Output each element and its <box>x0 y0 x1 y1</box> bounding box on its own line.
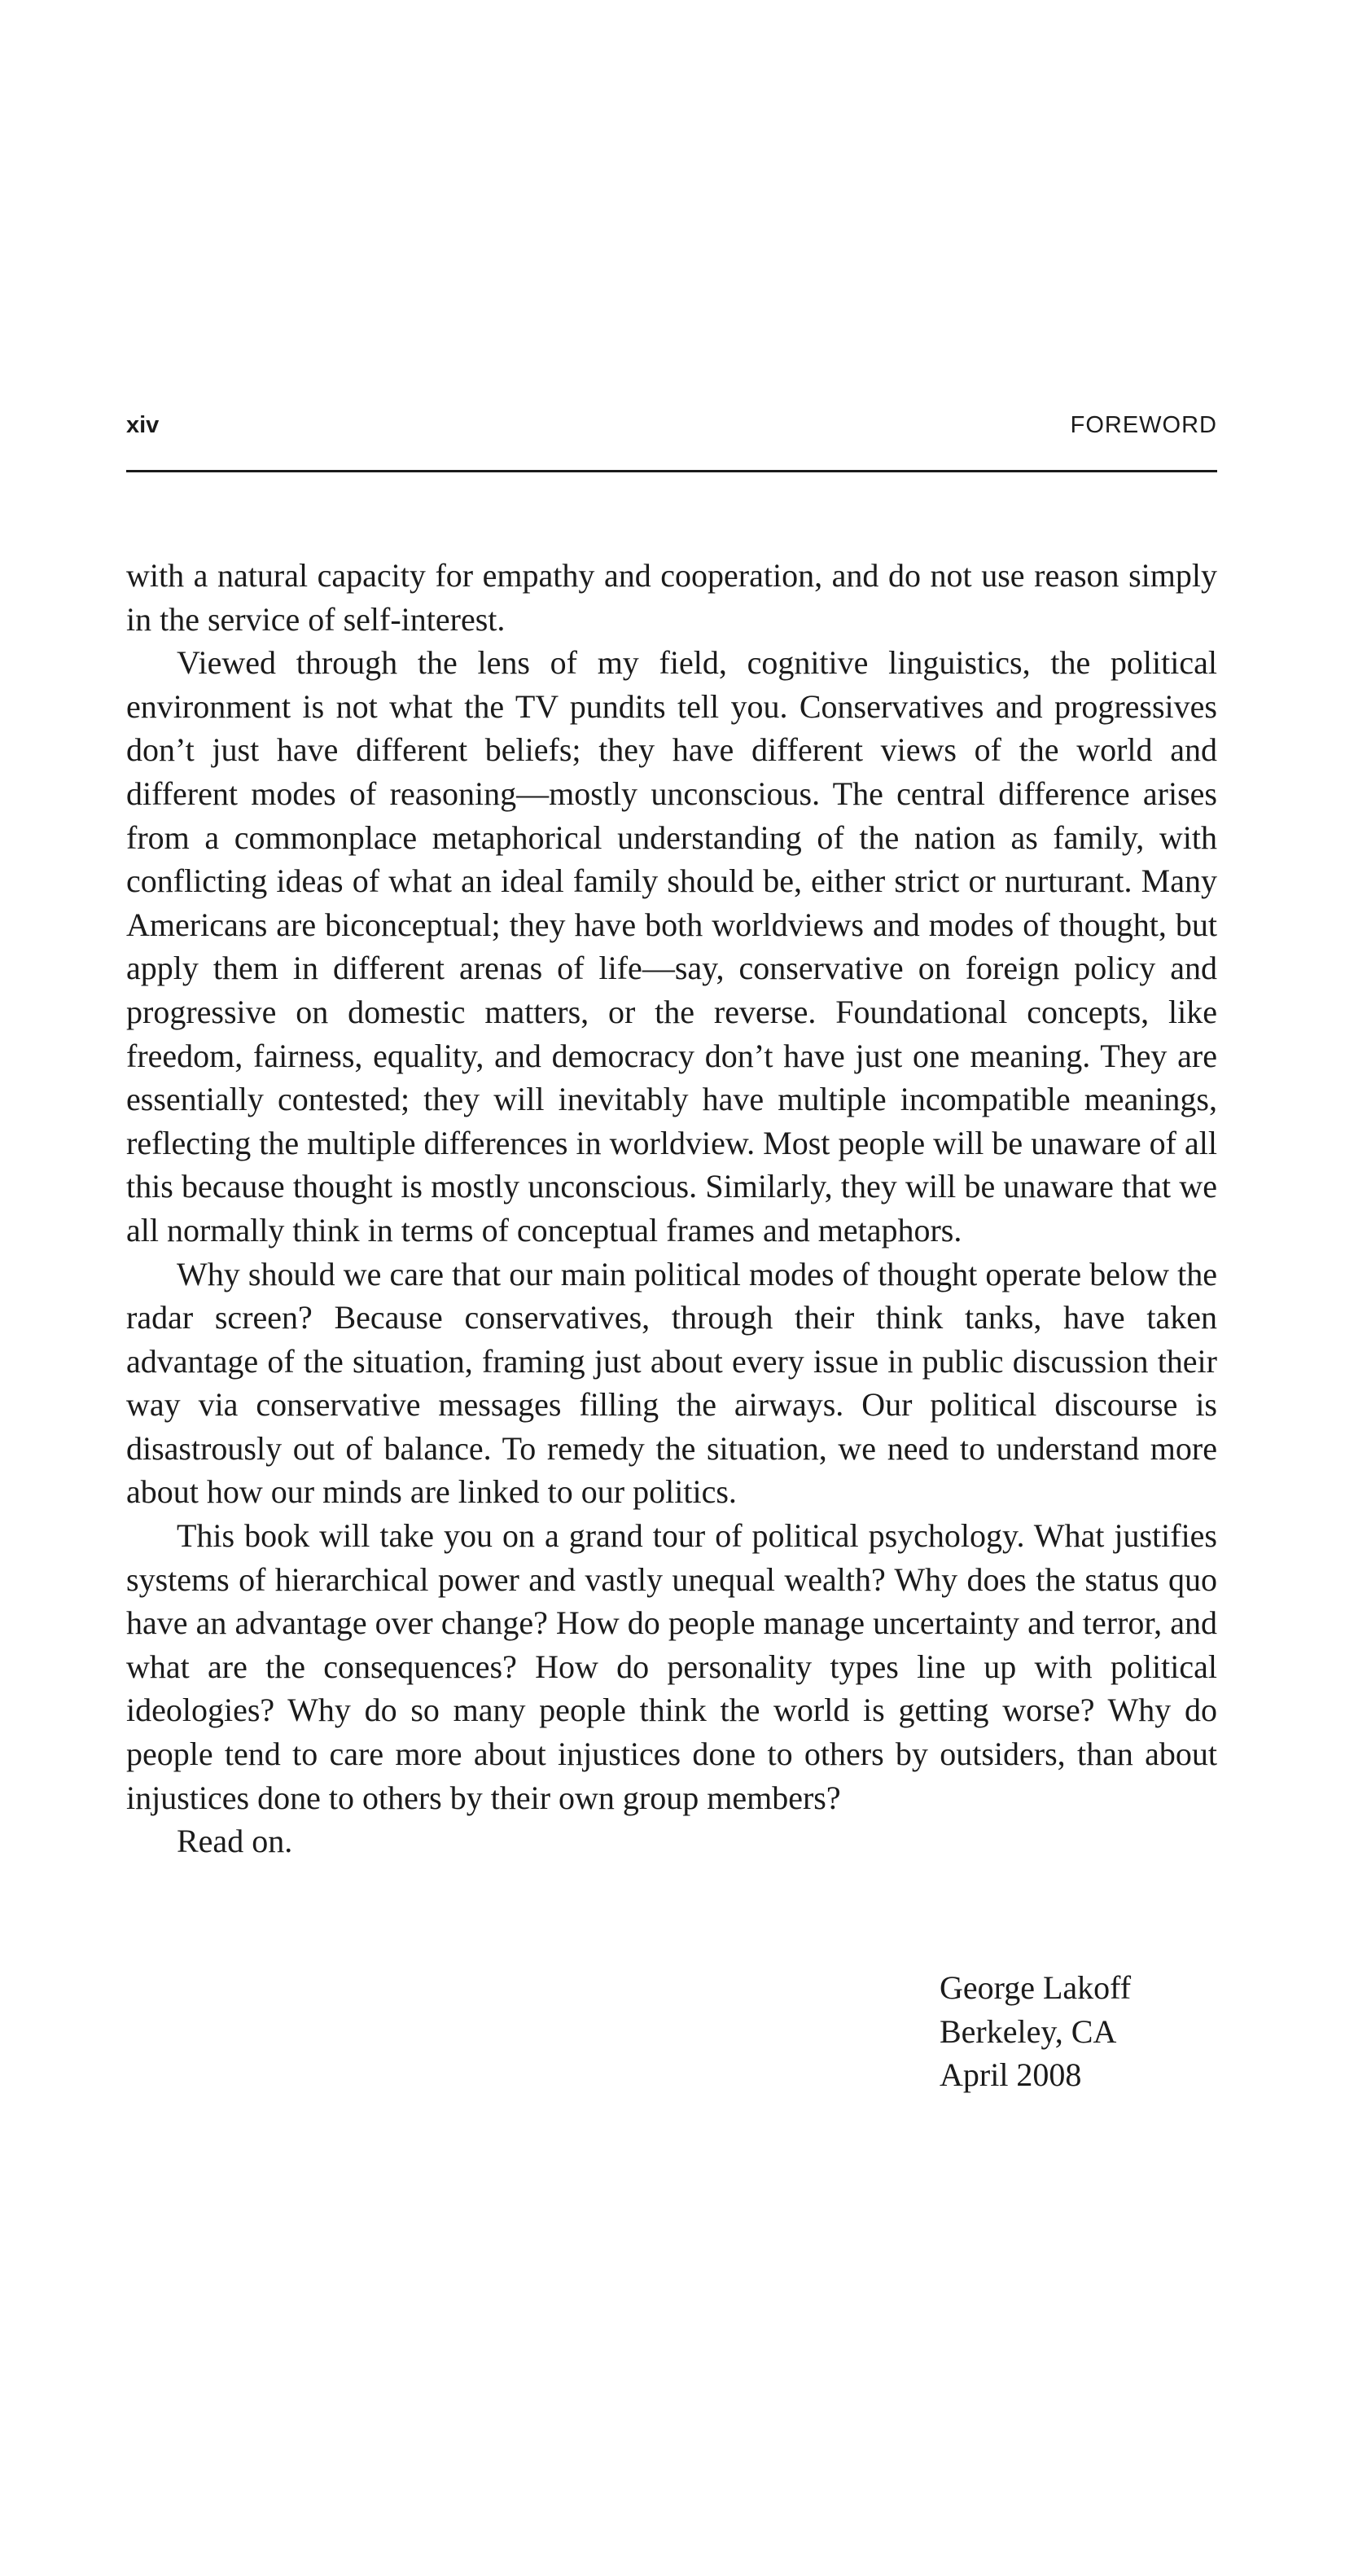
signature-block <box>940 1966 1131 2097</box>
author-name: George Lakoff <box>940 1969 1132 2006</box>
author-location: Berkeley, CA <box>940 2012 1117 2050</box>
paragraph-cognitive-linguistics: Viewed through the lens of my field, cognitive linguistics, the political environment is not what the TV pundits tell you. Conservatives and progressives don’t just have different beliefs; they have different views of the world and different modes of reasoning—mostly unconscious. The central difference arises from a commonplace metaphorical understanding of the nation as family, with conflicting ideas of what an ideal family should be, either strict or nurturant. Many Americans are biconceptual; they have both worldviews and modes of thought, but apply them in different arenas of life—say, conservative on foreign policy and progressive on domestic matters, or the reverse. Foundational concepts, like freedom, fairness, equality, and democracy don’t have just one meaning. They are essentially contested; they will inevitably have multiple incompatible meanings, reflecting the multiple differences in worldview. Most people will be unaware of all this because thought is mostly unconscious. Similarly, they will be unaware that we all normally think in terms of conceptual frames and metaphors. <box>126 644 1217 1249</box>
page-number: xiv <box>126 412 160 438</box>
foreword-body <box>126 554 1217 1863</box>
section-title: FOREWORD <box>1070 412 1217 438</box>
running-head <box>126 412 1217 445</box>
paragraph-read-on: Read on. <box>177 1823 293 1860</box>
header-rule <box>126 470 1217 472</box>
signature-date: April 2008 <box>940 2056 1082 2094</box>
paragraph-continued: with a natural capacity for empathy and cooperation, and do not use reason simply in the service of self-interest. <box>126 557 1217 638</box>
paragraph-why-care: Why should we care that our main political modes of thought operate below the radar screen? Because conservatives, through their think tanks, have taken advantage of the situation, framing just about every issue in public discussion their way via conservative messages filling the airways. Our political discourse is disastrously out of balance. To remedy the situation, we need to understand more about how our minds are linked to our politics. <box>126 1255 1217 1511</box>
paragraph-grand-tour: This book will take you on a grand tour of political psychology. What justifies systems of hierarchical power and vastly unequal wealth? Why does the status quo have an advantage over change? How do people manage uncertainty and terror, and what are the consequences? How do personality types line up with political ideologies? Why do so many people think the world is getting worse? Why do people tend to care more about injustices done to others by outsiders, than about injustices done to others by their own group members? <box>126 1517 1217 1816</box>
